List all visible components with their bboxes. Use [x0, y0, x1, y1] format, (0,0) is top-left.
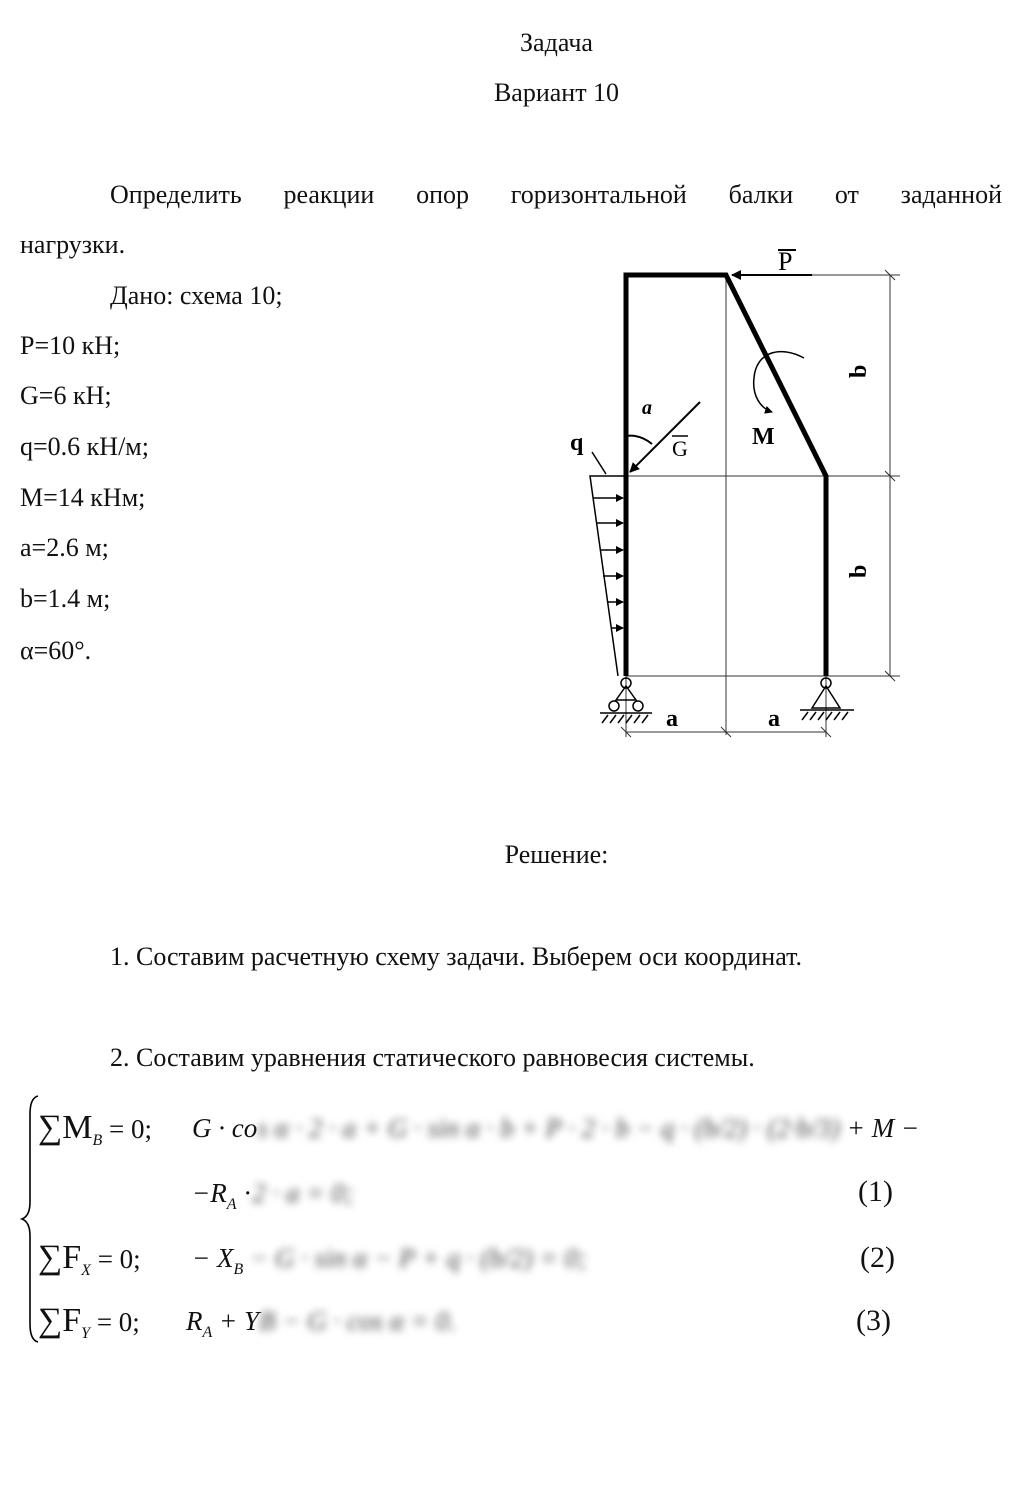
label-a-left: a: [666, 706, 678, 732]
equation-1-blurred: s α · 2 · a + G · sin α · b + P · 2 · b − q · (b/2) · (2·b/3): [257, 1113, 840, 1143]
equation-2-right: − $X_B - G \cdot \sin \alpha - P + q \cdot (b/2) = 0$;: [192, 1243, 588, 1278]
equation-1-right: G · cos α · 2 · a + G · sin α · b + P · 2 · b − q · (b/2) · (2·b/3) + M −: [192, 1113, 920, 1143]
given-item-p: P=10 кН;: [20, 331, 121, 360]
label-b-bottom: b: [846, 564, 872, 578]
equation-3-left: $\sum F_Y = 0$;: [38, 1302, 140, 1342]
label-b-top: b: [846, 364, 872, 378]
equation-1-continuation: $-R_A \cdot 2 \cdot a = 0$;: [192, 1178, 354, 1213]
equation-1-number: (1): [858, 1175, 893, 1208]
equation-2-number: (2): [860, 1241, 895, 1274]
given-item-q: q=0.6 кН/м;: [20, 432, 149, 461]
equation-2-blurred: − G · sin α − P + q · (b/2) = 0;: [250, 1243, 588, 1273]
equation-system-brace: [18, 1094, 40, 1344]
given-heading: Дано: схема 10;: [110, 281, 283, 310]
task-statement-line2: нагрузки.: [20, 230, 126, 259]
solution-heading: Решение:: [504, 840, 609, 869]
label-p: P: [778, 247, 793, 276]
force-g-arrow: [626, 402, 700, 472]
given-item-b: b=1.4 м;: [20, 584, 111, 613]
solution-step-2: 2. Составим уравнения статического равновесия системы.: [110, 1043, 755, 1072]
variant-title: Вариант 10: [493, 78, 620, 107]
equation-1b-blurred: 2 · a = 0;: [252, 1178, 354, 1208]
given-item-m: M=14 кНм;: [20, 483, 146, 512]
equation-1-left: $\sum M_B = 0$;: [38, 1109, 152, 1149]
pin-support-b: [800, 678, 854, 720]
label-g: G: [672, 436, 688, 461]
label-a-right: a: [768, 706, 780, 732]
task-statement-line1: Определить реакции опор горизонтальной балки от заданной: [110, 180, 1002, 209]
equation-3-right: $R_A$ + YB − G · cos α = 0.: [186, 1306, 456, 1341]
frame-diagram: [560, 240, 920, 760]
equation-3-number: (3): [856, 1304, 891, 1337]
task-title: Задача: [520, 28, 593, 57]
given-item-alpha: α=60°.: [20, 636, 92, 665]
given-item-g: G=6 кН;: [20, 381, 112, 410]
solution-step-1: 1. Составим расчетную схему задачи. Выберем оси координат.: [110, 942, 802, 971]
distributed-load-q: [590, 452, 626, 676]
label-alpha: a: [642, 397, 652, 419]
given-item-a: a=2.6 м;: [20, 533, 109, 562]
label-m: M: [752, 424, 775, 450]
label-q: q: [570, 430, 584, 456]
equation-2-left: $\sum F_X = 0$;: [38, 1239, 141, 1279]
equation-3-blurred: B − G · cos α = 0.: [259, 1306, 456, 1336]
